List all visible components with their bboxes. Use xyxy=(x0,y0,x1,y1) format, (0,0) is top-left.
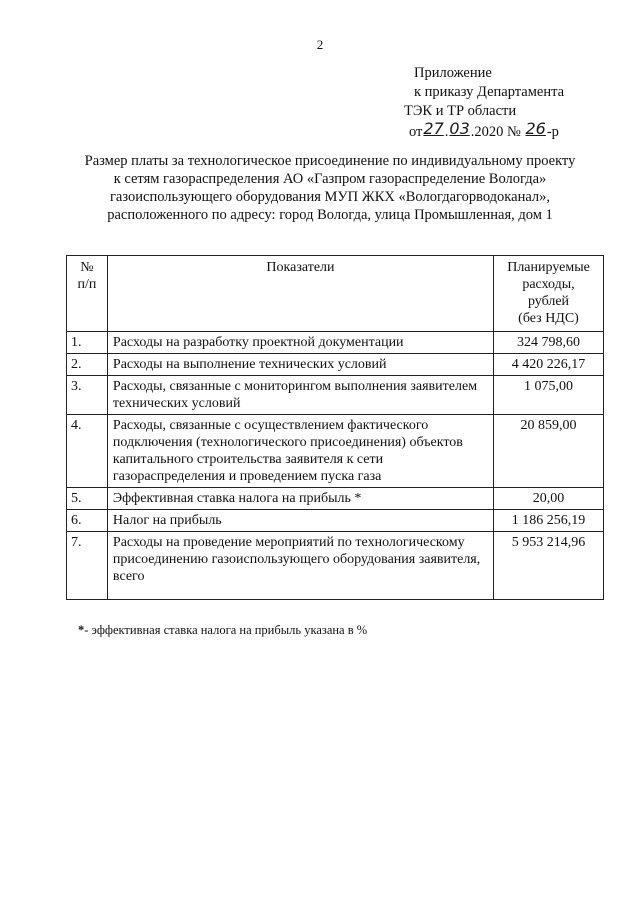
order-number-handwritten: 26 xyxy=(525,119,546,138)
table-header-row xyxy=(67,256,604,332)
date-day-handwritten: 27 xyxy=(423,119,444,138)
row-value: 4 420 226,17 xyxy=(494,354,604,376)
page-number: 2 xyxy=(316,37,324,52)
title-line-2: к сетям газораспределения АО «Газпром газораспределение Вологда» xyxy=(113,171,547,187)
table-row xyxy=(67,488,604,510)
row-value: 20 859,00 xyxy=(494,415,604,488)
header-num-line-2: п/п xyxy=(77,277,97,292)
footnote-text: - эффективная ставка налога на прибыль указана в % xyxy=(84,623,368,637)
date-prefix: от xyxy=(409,124,423,140)
row-num: 5. xyxy=(67,488,108,510)
row-name: Налог на прибыль xyxy=(107,510,493,532)
table-row xyxy=(67,376,604,415)
row-name: Расходы на проведение мероприятий по технологическому присоединению газоиспользующего оборудования заявителя, всего xyxy=(107,532,493,600)
row-value: 1 186 256,19 xyxy=(494,510,604,532)
title-line-3: газоиспользующего оборудования МУП ЖКХ «Вологдагорводоканал», xyxy=(109,189,551,205)
row-name: Расходы на разработку проектной документации xyxy=(107,332,493,354)
footnote-star: * xyxy=(78,623,85,637)
row-name: Расходы, связанные с осуществлением фактического подключения (технологического присоединения) объектов капитального строительства заявителя к сети газораспределения и проведением пуска газа xyxy=(107,415,493,488)
footnote xyxy=(78,623,367,638)
row-num: 1. xyxy=(67,332,108,354)
title-line-1: Размер платы за технологическое присоединение по индивидуальному проекту xyxy=(84,153,576,169)
row-value: 324 798,60 xyxy=(494,332,604,354)
row-num: 7. xyxy=(67,532,108,600)
date-year: .2020 № xyxy=(470,124,521,140)
row-num: 6. xyxy=(67,510,108,532)
header-value-line-4: (без НДС) xyxy=(518,311,579,326)
header-num xyxy=(67,256,108,332)
order-suffix: -р xyxy=(546,124,559,140)
table-row xyxy=(67,415,604,488)
header-value-line-1: Планируемые xyxy=(507,260,590,275)
row-num: 4. xyxy=(67,415,108,488)
header-value-line-2: расходы, xyxy=(522,277,575,292)
document-title xyxy=(60,152,600,224)
row-value: 1 075,00 xyxy=(494,376,604,415)
table-row xyxy=(67,332,604,354)
date-month-handwritten: 03 xyxy=(449,119,470,138)
appendix-date-line: от27.03.2020 № 26-р xyxy=(409,119,559,140)
row-value: 5 953 214,96 xyxy=(494,532,604,600)
row-name: Расходы, связанные с мониторингом выполнения заявителем технических условий xyxy=(107,376,493,415)
appendix-title: Приложение xyxy=(414,65,492,81)
appendix-block xyxy=(404,64,564,142)
row-num: 3. xyxy=(67,376,108,415)
title-line-4: расположенного по адресу: город Вологда, улица Промышленная, дом 1 xyxy=(107,207,553,223)
table-row xyxy=(67,510,604,532)
row-name: Расходы на выполнение технических условий xyxy=(107,354,493,376)
costs-table xyxy=(66,255,604,600)
appendix-department: ТЭК и ТР области xyxy=(404,103,517,119)
header-value-line-3: рублей xyxy=(527,294,570,309)
row-value: 20,00 xyxy=(494,488,604,510)
row-name: Эффективная ставка налога на прибыль * xyxy=(107,488,493,510)
header-num-line-1: № xyxy=(80,260,94,275)
appendix-order-ref: к приказу Департамента xyxy=(414,84,565,100)
header-name: Показатели xyxy=(107,256,493,332)
row-num: 2. xyxy=(67,354,108,376)
table-row xyxy=(67,532,604,600)
table-row xyxy=(67,354,604,376)
header-value xyxy=(494,256,604,332)
